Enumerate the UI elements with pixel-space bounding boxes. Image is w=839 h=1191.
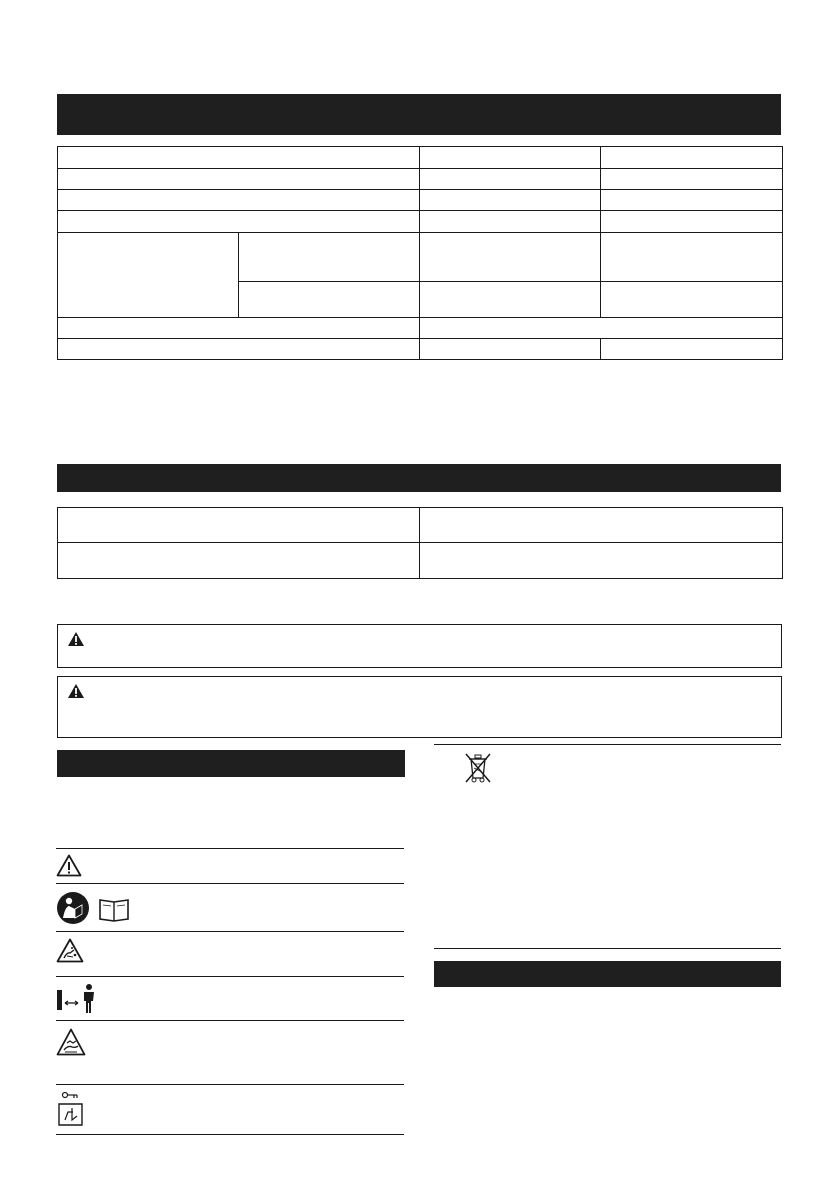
spec-value [601,169,783,190]
spec-group-label [58,233,239,318]
spec-label [58,190,420,211]
symbols-title [57,750,405,762]
spec-label [58,339,420,360]
table-row [58,339,783,360]
warning-triangle-icon [56,854,82,882]
spec-value [601,147,783,169]
table-row [58,190,783,211]
intended-use-cell [58,543,420,579]
spec-value [420,318,783,339]
spec-label [58,318,420,339]
symbol-row [56,1025,404,1083]
crossed-bin-icon [464,752,492,789]
divider [56,931,404,932]
spec-value [601,190,783,211]
spec-table [57,146,783,360]
divider [56,1084,404,1085]
spec-value [420,339,601,360]
spec-value [420,190,601,211]
spec-value [420,282,601,318]
specifications-header [57,94,781,135]
spec-value [420,211,601,233]
divider [56,1020,404,1021]
table-row [58,543,783,579]
table-row [58,233,783,282]
remove-key-icon [56,1090,86,1133]
spec-value [601,211,783,233]
spec-value [601,282,783,318]
symbol-row [56,980,404,1020]
spec-sub-label [239,282,420,318]
intended-use-table [57,507,783,579]
warning-triangle-icon [67,683,85,704]
keep-distance-icon [56,983,100,1020]
warning-box [57,676,782,738]
table-row [58,211,783,233]
intended-use-cell [420,508,783,543]
symbols-header [57,750,405,777]
warning-box [57,624,782,668]
spec-label [58,147,420,169]
spec-label [58,169,420,190]
spec-value [601,233,783,282]
spec-value [601,339,783,360]
symbol-row [56,1089,404,1133]
thrown-objects-icon [56,938,84,968]
spec-sub-label [239,233,420,282]
divider [434,744,781,745]
specifications-title [57,94,781,106]
hand-cut-hazard-icon [56,1028,86,1061]
divider [56,1134,404,1135]
symbol-row [56,852,404,882]
read-manual-icon [56,891,134,930]
spec-value [420,169,601,190]
intended-use-cell [58,508,420,543]
right-section-header [434,961,781,987]
spec-label [58,211,420,233]
table-row [58,318,783,339]
spec-value [420,147,601,169]
divider [56,883,404,884]
right-section-title [434,961,781,973]
intended-use-cell [420,543,783,579]
spec-value [420,233,601,282]
intended-use-header [57,464,781,492]
divider [434,948,781,949]
table-row [58,147,783,169]
intended-use-title [57,464,781,476]
table-row [58,169,783,190]
divider [56,848,404,849]
symbol-row [56,887,404,930]
warning-triangle-icon [67,631,85,652]
symbol-row [56,935,404,975]
table-row [58,508,783,543]
divider [56,976,404,977]
